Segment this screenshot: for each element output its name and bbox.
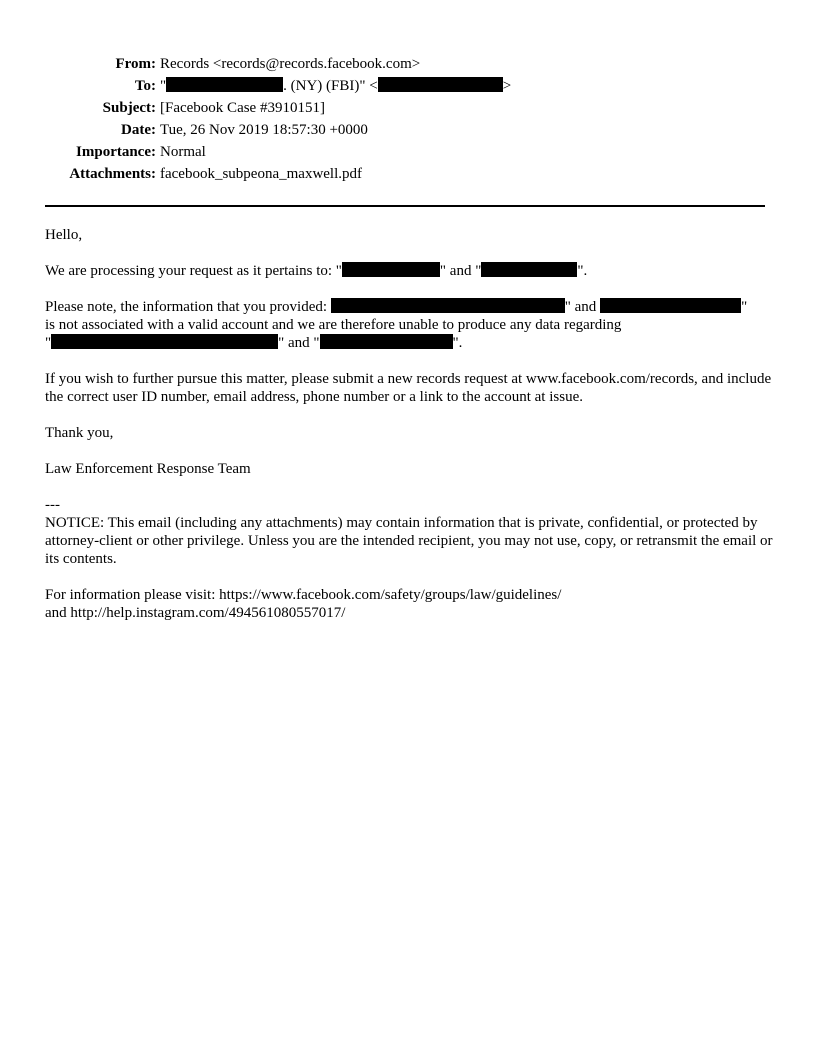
importance-value: Normal [160,144,206,160]
to-middle-text: . (NY) (FBI)" < [283,78,378,94]
paragraph-invalid-account [45,298,775,352]
info-link-facebook[interactable]: For information please visit: https://www.facebook.com/safety/groups/law/guidelines/ [45,587,562,603]
to-suffix: > [502,78,512,94]
para2-text-2: is not associated with a valid account and we are therefore unable to produce any data regarding [45,317,622,333]
redaction-box [378,77,503,92]
para2-end: ". [452,335,463,351]
redaction-box [342,262,440,277]
paragraph-records-request: If you wish to further pursue this matter, please submit a new records request at www.facebook.com/records, and include the correct user ID number, email address, phone number or a link to the account at issue. [45,371,772,405]
subject-row [0,97,816,119]
notice-block [45,496,775,568]
date-row [0,119,816,141]
redaction-box [331,298,565,313]
to-value [160,75,511,97]
header-divider [45,205,765,207]
separator: --- [45,497,60,513]
redaction-box [51,334,278,349]
info-block [45,586,775,622]
subject-value: [Facebook Case #3910151] [160,100,325,116]
closing: Thank you, [45,425,114,441]
greeting: Hello, [45,227,83,243]
para2-and-2: " and " [278,335,320,351]
email-header [0,53,816,185]
notice-text: NOTICE: This email (including any attachments) may contain information that is private, confidential, or protected by attorney-client or other privilege. Unless you are the intended recipient, you may not use, copy, or retransmit the email or its contents. [45,515,773,567]
subject-label: Subject: [102,100,156,116]
importance-label: Importance: [76,144,156,160]
para1-and: " and " [439,263,482,279]
redaction-box [320,334,453,349]
para2-quote: " [741,299,748,315]
to-label: To: [134,78,156,94]
paragraph-request [45,262,775,280]
redaction-box [166,77,283,92]
from-value: Records <records@records.facebook.com> [160,56,421,72]
attachment-filename[interactable]: facebook_subpeona_maxwell.pdf [160,166,363,182]
para1-end: ". [577,263,588,279]
info-link-instagram[interactable]: and http://help.instagram.com/494561080557017/ [45,605,346,621]
from-row [0,53,816,75]
attachments-label: Attachments: [69,166,156,182]
attachments-row [0,163,816,185]
para2-quote-open: " [45,335,52,351]
para2-and: " and [564,299,601,315]
date-label: Date: [121,122,156,138]
to-quote: " [160,78,167,94]
para2-text: Please note, the information that you provided: [45,299,331,315]
redaction-box [600,298,741,313]
date-value: Tue, 26 Nov 2019 18:57:30 +0000 [160,122,368,138]
signature-team: Law Enforcement Response Team [45,461,251,477]
from-label: From: [115,56,156,72]
to-row [0,75,816,97]
email-body [45,226,775,640]
para1-text: We are processing your request as it pertains to: " [45,263,342,279]
redaction-box [481,262,577,277]
importance-row [0,141,816,163]
